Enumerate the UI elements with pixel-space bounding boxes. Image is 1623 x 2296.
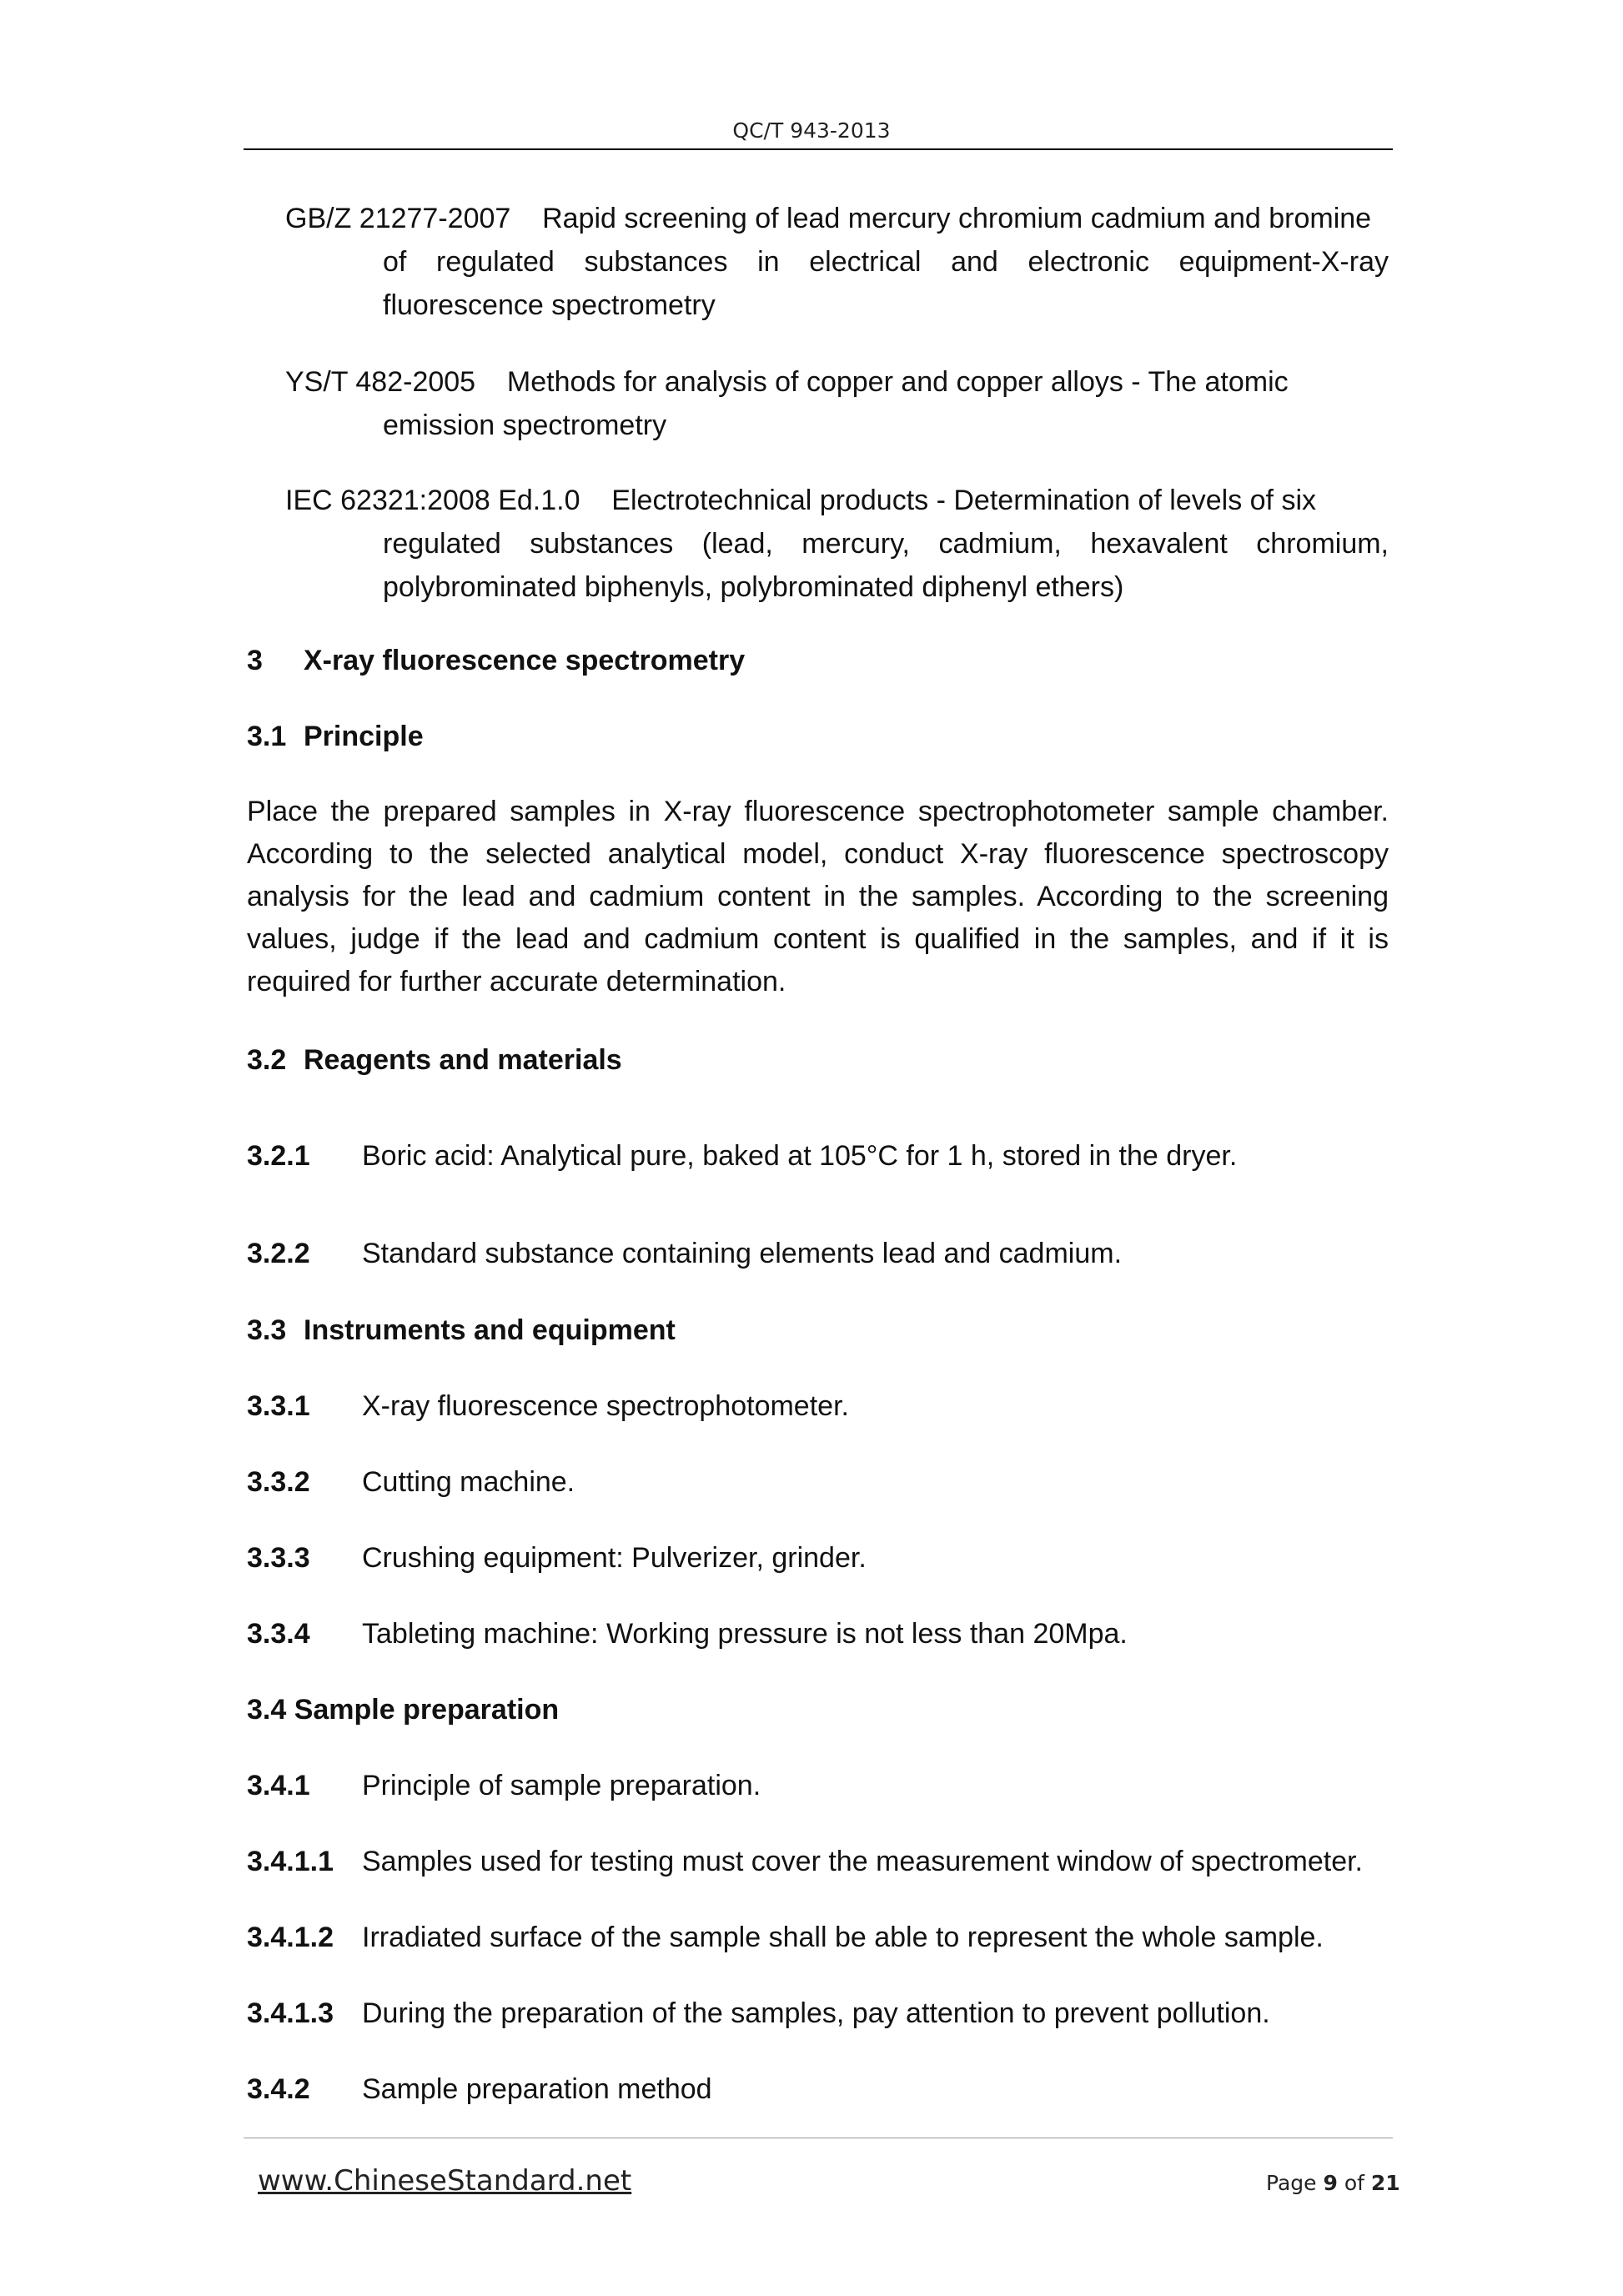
reference-code: IEC 62321:2008 Ed.1.0 [285,485,580,516]
reference-entry [285,479,1389,609]
page-label: Page [1266,2171,1317,2195]
clause-text: Cutting machine. [362,1466,575,1498]
page-total: 21 [1370,2171,1400,2195]
page-number [1266,2171,1400,2195]
reference-entry [285,360,1389,447]
page-current: 9 [1323,2171,1338,2195]
clause-item [247,1612,1128,1655]
clause-item [247,1536,867,1580]
clause-item [247,1134,1237,1178]
subsection-heading [247,1309,676,1352]
reference-entry [285,197,1389,327]
section-heading [247,639,745,682]
subsection-number: 3.1 [247,721,287,752]
clause-item [247,2067,712,2111]
clause-number: 3.2.2 [247,1238,310,1269]
clause-number: 3.4.1.1 [247,1846,334,1877]
clause-text: Tableting machine: Working pressure is not less than 20Mpa. [362,1618,1128,1650]
clause-text: Irradiated surface of the sample shall be able to represent the whole sample. [362,1922,1324,1953]
clause-number: 3.3.4 [247,1618,310,1650]
reference-title-rest: of regulated substances in electrical and electronic equipment-X-ray fluorescence spectrometry [383,246,1389,321]
subsection-title: Reagents and materials [304,1044,622,1076]
clause-text: Boric acid: Analytical pure, baked at 105°C for 1 h, stored in the dryer. [362,1140,1238,1172]
reference-code: YS/T 482-2005 [285,366,476,398]
clause-text: Standard substance containing elements lead and cadmium. [362,1238,1123,1269]
clause-number: 3.3.1 [247,1390,310,1422]
subsection-title: Principle [304,721,424,752]
reference-title-first: Electrotechnical products - Determination of levels of six [611,485,1317,516]
clause-item [247,1992,1270,2035]
section-number: 3 [247,645,263,676]
subsection-number: 3.2 [247,1044,287,1076]
clause-text: Crushing equipment: Pulverizer, grinder. [362,1542,867,1574]
clause-item [247,1232,1122,1275]
subsection-title: Instruments and equipment [304,1314,676,1346]
clause-item [247,1764,761,1807]
subsection-number: 3.3 [247,1314,287,1346]
clause-number: 3.3.2 [247,1466,310,1498]
reference-title-first: Rapid screening of lead mercury chromium cadmium and bromine [542,203,1372,234]
clause-item [247,1384,849,1428]
reference-code: GB/Z 21277-2007 [285,203,511,234]
reference-title-rest: emission spectrometry [383,409,667,441]
subsection-heading: 3.4 Sample preparation [247,1694,560,1726]
clause-number: 3.4.1 [247,1770,310,1801]
clause-item [247,1840,1363,1883]
footer-website-link[interactable]: www.ChineseStandard.net [258,2164,632,2198]
clause-text: X-ray fluorescence spectrophotometer. [362,1390,849,1422]
principle-paragraph: Place the prepared samples in X-ray fluorescence spectrophotometer sample chamber. According to the selected analytical model, conduct X-ray fluorescence spectroscopy analysis for the lead and cadmium content in the samples. According to the screening values, judge if the lead and cadmium content is qualified in the samples, and if it is required for further accurate determination. [247,796,1389,997]
page-of: of [1344,2171,1364,2195]
header-rule [244,148,1393,150]
clause-number: 3.4.2 [247,2073,310,2105]
clause-text: Principle of sample preparation. [362,1770,761,1801]
reference-title-rest: regulated substances (lead, mercury, cadmium, hexavalent chromium, polybrominated biphenyls, polybrominated diphenyl ethers) [383,528,1389,603]
clause-text: During the preparation of the samples, pay attention to prevent pollution. [362,1997,1270,2029]
subsection-heading [247,715,424,758]
reference-title-first: Methods for analysis of copper and copper alloys - The atomic [506,366,1289,398]
clause-number: 3.4.1.2 [247,1922,334,1953]
section-title: X-ray fluorescence spectrometry [304,645,746,676]
header-title: QC/T 943-2013 [732,118,891,143]
subsection-heading [247,1038,622,1082]
clause-item [247,1460,575,1504]
clause-number: 3.2.1 [247,1140,310,1172]
clause-text: Samples used for testing must cover the measurement window of spectrometer. [362,1846,1363,1877]
clause-number: 3.4.1.3 [247,1997,334,2029]
clause-item [247,1916,1324,1959]
clause-text: Sample preparation method [362,2073,712,2105]
clause-number: 3.3.3 [247,1542,310,1574]
